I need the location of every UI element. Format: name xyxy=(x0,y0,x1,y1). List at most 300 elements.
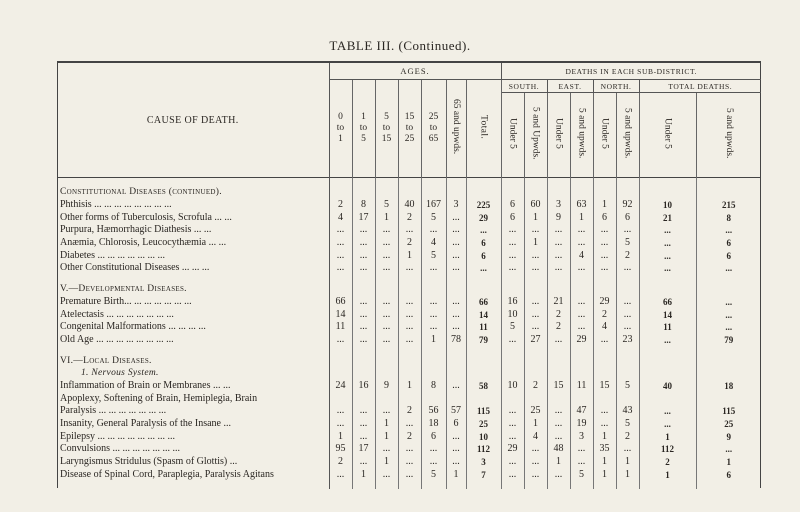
value-cell: ... xyxy=(593,405,616,418)
value-cell: ... xyxy=(352,405,375,418)
value-cell: 10 xyxy=(501,308,524,321)
value-cell: ... xyxy=(547,418,570,431)
value-cell: ... xyxy=(524,224,547,237)
value-cell: ... xyxy=(421,443,446,456)
value-cell xyxy=(375,392,398,405)
value-cell: 5 xyxy=(616,237,639,250)
value-cell: 2 xyxy=(398,430,421,443)
north-5up: 5 and upwds. xyxy=(616,93,639,178)
value-cell: 57 xyxy=(446,405,466,418)
value-cell: 2 xyxy=(639,456,696,469)
value-cell: 8 xyxy=(421,380,446,393)
value-cell: ... xyxy=(725,225,733,236)
value-cell xyxy=(329,392,352,405)
value-cell xyxy=(639,392,696,405)
value-cell: ... xyxy=(329,249,352,262)
value-cell: ... xyxy=(398,456,421,469)
value-cell: ... xyxy=(398,308,421,321)
value-cell: ... xyxy=(639,418,696,431)
value-cell: ... xyxy=(375,249,398,262)
value-cell: 47 xyxy=(570,405,593,418)
value-cell: ... xyxy=(593,249,616,262)
value-cell: 6 xyxy=(501,211,524,224)
total-5up: 5 and upwds. xyxy=(723,108,734,159)
value-cell: ... xyxy=(639,237,696,250)
value-cell: 40 xyxy=(398,199,421,212)
value-cell: 1 xyxy=(398,380,421,393)
value-cell: ... xyxy=(352,308,375,321)
deaths-header: DEATHS IN EACH SUB-DISTRICT. xyxy=(501,62,761,80)
age-col-15-25: 15 to 25 xyxy=(398,80,421,178)
value-cell: 21 xyxy=(547,296,570,309)
value-cell: 1 xyxy=(593,430,616,443)
table-row xyxy=(57,380,761,393)
value-cell: ... xyxy=(329,262,352,275)
value-cell: 1 xyxy=(446,468,466,481)
cause-cell: Epilepsy ... ... ... ... ... ... ... ... xyxy=(57,430,329,443)
value-cell: 29 xyxy=(501,443,524,456)
value-cell: ... xyxy=(501,468,524,481)
value-cell xyxy=(696,392,761,405)
value-cell: ... xyxy=(501,249,524,262)
value-cell: ... xyxy=(421,456,446,469)
value-cell: ... xyxy=(446,249,466,262)
age-col-25-65: 25 to 65 xyxy=(421,80,446,178)
value-cell: 1 xyxy=(639,468,696,481)
value-cell: ... xyxy=(725,322,733,333)
value-cell: ... xyxy=(352,249,375,262)
value-cell: ... xyxy=(446,321,466,334)
value-cell: ... xyxy=(466,224,501,237)
section-title: 1. Nervous System. xyxy=(57,367,329,380)
value-cell: 43 xyxy=(616,405,639,418)
subsection-heading xyxy=(57,367,761,380)
value-cell: ... xyxy=(570,262,593,275)
value-cell: ... xyxy=(446,443,466,456)
value-cell: 5 xyxy=(616,418,639,431)
value-cell: 16 xyxy=(501,296,524,309)
value-cell: 15 xyxy=(547,380,570,393)
value-cell: ... xyxy=(570,308,593,321)
cause-cell: Paralysis ... ... ... ... ... ... ... xyxy=(57,405,329,418)
value-cell: 10 xyxy=(639,199,696,212)
value-cell: ... xyxy=(421,308,446,321)
value-cell: 25 xyxy=(724,419,734,430)
value-cell: ... xyxy=(398,418,421,431)
value-cell: 35 xyxy=(593,443,616,456)
value-cell: 6 xyxy=(421,430,446,443)
value-cell: 1 xyxy=(593,199,616,212)
table-row xyxy=(57,468,761,481)
value-cell: ... xyxy=(524,456,547,469)
value-cell: 7 xyxy=(466,468,501,481)
value-cell: 19 xyxy=(570,418,593,431)
value-cell: 4 xyxy=(421,237,446,250)
table-row xyxy=(57,392,761,405)
value-cell: ... xyxy=(547,334,570,347)
value-cell: ... xyxy=(352,456,375,469)
value-cell: 1 xyxy=(375,418,398,431)
value-cell: ... xyxy=(570,224,593,237)
value-cell: ... xyxy=(501,405,524,418)
value-cell: 2 xyxy=(398,211,421,224)
table-row xyxy=(57,456,761,469)
value-cell: 112 xyxy=(639,443,696,456)
value-cell: 29 xyxy=(466,211,501,224)
value-cell: ... xyxy=(352,296,375,309)
value-cell: 2 xyxy=(329,456,352,469)
value-cell: ... xyxy=(375,321,398,334)
value-cell: 6 xyxy=(466,249,501,262)
value-cell: ... xyxy=(547,224,570,237)
value-cell: ... xyxy=(547,249,570,262)
north-under5: Under 5 xyxy=(593,93,616,178)
value-cell: 29 xyxy=(570,334,593,347)
value-cell: ... xyxy=(501,237,524,250)
value-cell: ... xyxy=(352,237,375,250)
value-cell: 10 xyxy=(501,380,524,393)
table-row xyxy=(57,224,761,237)
value-cell: 2 xyxy=(398,237,421,250)
value-cell: ... xyxy=(466,262,501,275)
value-cell: ... xyxy=(421,296,446,309)
table-row xyxy=(57,443,761,456)
value-cell: 4 xyxy=(329,211,352,224)
value-cell: ... xyxy=(329,468,352,481)
value-cell: 48 xyxy=(547,443,570,456)
section-heading xyxy=(57,186,761,199)
value-cell: 1 xyxy=(524,211,547,224)
value-cell: 63 xyxy=(570,199,593,212)
value-cell: 17 xyxy=(352,443,375,456)
value-cell: 25 xyxy=(524,405,547,418)
cause-cell: Purpura, Hæmorrhagic Diathesis ... ... xyxy=(57,224,329,237)
age-col-65-up: 65 and upwds. xyxy=(446,80,466,178)
value-cell: ... xyxy=(725,309,733,320)
value-cell: ... xyxy=(446,237,466,250)
value-cell: 9 xyxy=(547,211,570,224)
value-cell: ... xyxy=(501,456,524,469)
value-cell: ... xyxy=(616,308,639,321)
value-cell: ... xyxy=(616,443,639,456)
ages-header: AGES. xyxy=(329,62,501,80)
value-cell: ... xyxy=(570,443,593,456)
value-cell: 29 xyxy=(593,296,616,309)
value-cell: 3 xyxy=(446,199,466,212)
value-cell: 1 xyxy=(375,211,398,224)
value-cell: 11 xyxy=(639,321,696,334)
value-cell: ... xyxy=(547,262,570,275)
value-cell: 115 xyxy=(722,406,736,417)
value-cell: ... xyxy=(446,262,466,275)
value-cell: 3 xyxy=(547,199,570,212)
cause-cell: Other Constitutional Diseases ... ... ... xyxy=(57,262,329,275)
value-cell: 2 xyxy=(329,199,352,212)
cause-cell: Diabetes ... ... ... ... ... ... ... xyxy=(57,249,329,262)
value-cell: 1 xyxy=(570,211,593,224)
value-cell: ... xyxy=(446,224,466,237)
value-cell: 1 xyxy=(593,468,616,481)
value-cell: 11 xyxy=(570,380,593,393)
table-title: TABLE III. (Continued). xyxy=(329,38,471,53)
spacer-row xyxy=(57,178,761,187)
value-cell: ... xyxy=(639,262,696,275)
total-deaths-header: TOTAL DEATHS. xyxy=(639,80,761,93)
value-cell: 1 xyxy=(639,430,696,443)
value-cell: ... xyxy=(524,262,547,275)
value-cell: 79 xyxy=(466,334,501,347)
value-cell: 24 xyxy=(329,380,352,393)
value-cell: ... xyxy=(375,262,398,275)
value-cell: ... xyxy=(421,321,446,334)
value-cell: ... xyxy=(547,405,570,418)
value-cell: 1 xyxy=(616,456,639,469)
value-cell: 2 xyxy=(524,380,547,393)
cause-cell: Congenital Malformations ... ... ... ... xyxy=(57,321,329,334)
total-under5: Under 5 xyxy=(639,93,696,178)
value-cell: 95 xyxy=(329,443,352,456)
value-cell: 2 xyxy=(547,321,570,334)
value-cell xyxy=(547,392,570,405)
value-cell: 3 xyxy=(466,456,501,469)
value-cell: 1 xyxy=(593,456,616,469)
value-cell: 56 xyxy=(421,405,446,418)
value-cell: 5 xyxy=(375,199,398,212)
value-cell: ... xyxy=(398,224,421,237)
value-cell: 6 xyxy=(593,211,616,224)
value-cell: 1 xyxy=(421,334,446,347)
value-cell: 23 xyxy=(616,334,639,347)
value-cell: 79 xyxy=(724,334,734,345)
value-cell: ... xyxy=(524,468,547,481)
value-cell: 14 xyxy=(639,308,696,321)
value-cell: ... xyxy=(616,296,639,309)
section-title: VI.—Local Diseases. xyxy=(57,354,329,367)
value-cell: 5 xyxy=(421,249,446,262)
cause-header: CAUSE OF DEATH. xyxy=(57,62,329,178)
value-cell: 2 xyxy=(616,249,639,262)
value-cell: 8 xyxy=(726,212,732,223)
value-cell: ... xyxy=(501,430,524,443)
value-cell: 78 xyxy=(446,334,466,347)
value-cell: 11 xyxy=(329,321,352,334)
value-cell: ... xyxy=(616,262,639,275)
value-cell: ... xyxy=(570,456,593,469)
east-under5: Under 5 xyxy=(547,93,570,178)
value-cell: ... xyxy=(446,308,466,321)
value-cell: ... xyxy=(375,237,398,250)
value-cell: ... xyxy=(329,237,352,250)
table-row xyxy=(57,249,761,262)
value-cell: 8 xyxy=(352,199,375,212)
cause-cell: Laryngismus Stridulus (Spasm of Glottis) ... xyxy=(57,456,329,469)
value-cell: 58 xyxy=(466,380,501,393)
value-cell: 167 xyxy=(421,199,446,212)
value-cell: ... xyxy=(639,334,696,347)
value-cell: 112 xyxy=(466,443,501,456)
east-5up: 5 and upwds. xyxy=(570,93,593,178)
table-row xyxy=(57,237,761,250)
value-cell: ... xyxy=(593,262,616,275)
value-cell: ... xyxy=(375,405,398,418)
spacer-row xyxy=(57,481,761,489)
value-cell: 1 xyxy=(329,430,352,443)
value-cell: ... xyxy=(375,296,398,309)
table-row xyxy=(57,211,761,224)
value-cell: ... xyxy=(375,443,398,456)
value-cell: ... xyxy=(352,321,375,334)
section-heading xyxy=(57,283,761,296)
cause-cell: Convulsions ... ... ... ... ... ... ... xyxy=(57,443,329,456)
table-body xyxy=(57,178,761,490)
value-cell: ... xyxy=(352,262,375,275)
cause-cell: Atelectasis ... ... ... ... ... ... ... xyxy=(57,308,329,321)
value-cell: 6 xyxy=(726,250,732,261)
age-col-1-5: 1 to 5 xyxy=(352,80,375,178)
value-cell xyxy=(616,392,639,405)
value-cell xyxy=(524,392,547,405)
value-cell: ... xyxy=(421,262,446,275)
table-row xyxy=(57,418,761,431)
value-cell: ... xyxy=(725,263,733,274)
value-cell: ... xyxy=(593,418,616,431)
table-row xyxy=(57,321,761,334)
value-cell: ... xyxy=(398,321,421,334)
value-cell: 14 xyxy=(466,308,501,321)
table-row xyxy=(57,296,761,309)
value-cell: ... xyxy=(593,224,616,237)
value-cell: 5 xyxy=(421,468,446,481)
value-cell: 6 xyxy=(446,418,466,431)
value-cell: 5 xyxy=(421,211,446,224)
value-cell: ... xyxy=(446,380,466,393)
cause-cell: Anæmia, Chlorosis, Leucocythæmia ... ... xyxy=(57,237,329,250)
cause-cell: Disease of Spinal Cord, Paraplegia, Paralysis Agitans xyxy=(57,468,329,481)
value-cell: 1 xyxy=(616,468,639,481)
value-cell: 10 xyxy=(466,430,501,443)
section-title: Constitutional Diseases (continued). xyxy=(57,186,329,199)
value-cell: 1 xyxy=(398,249,421,262)
value-cell: 1 xyxy=(524,237,547,250)
value-cell: 6 xyxy=(616,211,639,224)
total-col: Total. xyxy=(466,80,501,178)
value-cell: 2 xyxy=(547,308,570,321)
value-cell: 9 xyxy=(375,380,398,393)
value-cell: ... xyxy=(501,262,524,275)
table-row xyxy=(57,405,761,418)
value-cell: ... xyxy=(398,443,421,456)
table-row xyxy=(57,334,761,347)
value-cell: ... xyxy=(446,456,466,469)
value-cell: 27 xyxy=(524,334,547,347)
value-cell xyxy=(446,392,466,405)
value-cell: 14 xyxy=(329,308,352,321)
value-cell: 15 xyxy=(593,380,616,393)
cause-cell: Old Age ... ... ... ... ... ... ... ... xyxy=(57,334,329,347)
value-cell: ... xyxy=(352,334,375,347)
cause-cell: Inflammation of Brain or Membranes ... ... xyxy=(57,380,329,393)
value-cell: 225 xyxy=(466,199,501,212)
value-cell: ... xyxy=(398,262,421,275)
value-cell: 25 xyxy=(466,418,501,431)
value-cell: 6 xyxy=(726,238,732,249)
value-cell: ... xyxy=(375,468,398,481)
value-cell: 5 xyxy=(616,380,639,393)
value-cell: ... xyxy=(639,405,696,418)
value-cell: 21 xyxy=(639,211,696,224)
value-cell: 6 xyxy=(726,469,732,480)
value-cell: 2 xyxy=(593,308,616,321)
value-cell: ... xyxy=(329,405,352,418)
value-cell: ... xyxy=(547,468,570,481)
value-cell: 66 xyxy=(466,296,501,309)
north-header: NORTH. xyxy=(593,80,639,93)
age-col-0-1: 0 to 1 xyxy=(329,80,352,178)
value-cell: ... xyxy=(570,321,593,334)
value-cell: 66 xyxy=(329,296,352,309)
value-cell: ... xyxy=(375,334,398,347)
south-5up: 5 and Upwds. xyxy=(524,93,547,178)
south-header: SOUTH. xyxy=(501,80,547,93)
value-cell: ... xyxy=(398,296,421,309)
value-cell: 215 xyxy=(722,200,736,211)
value-cell: 18 xyxy=(421,418,446,431)
mortality-table xyxy=(57,61,761,489)
value-cell: 1 xyxy=(375,430,398,443)
value-cell: 1 xyxy=(726,457,732,468)
value-cell xyxy=(501,392,524,405)
table-row xyxy=(57,430,761,443)
value-cell xyxy=(593,392,616,405)
value-cell: 4 xyxy=(570,249,593,262)
value-cell: ... xyxy=(446,211,466,224)
value-cell: ... xyxy=(725,444,733,455)
value-cell: ... xyxy=(547,237,570,250)
cause-cell: Phthisis ... ... ... ... ... ... ... ... xyxy=(57,199,329,212)
age-col-5-15: 5 to 15 xyxy=(375,80,398,178)
value-cell: ... xyxy=(524,296,547,309)
value-cell: 115 xyxy=(466,405,501,418)
value-cell: ... xyxy=(329,224,352,237)
table-header xyxy=(57,62,761,178)
value-cell xyxy=(421,392,446,405)
value-cell: ... xyxy=(725,296,733,307)
value-cell: 4 xyxy=(524,430,547,443)
value-cell: 1 xyxy=(375,456,398,469)
value-cell: ... xyxy=(501,334,524,347)
value-cell: ... xyxy=(570,237,593,250)
value-cell: 9 xyxy=(726,431,732,442)
spacer-row xyxy=(57,275,761,283)
value-cell: ... xyxy=(501,418,524,431)
value-cell: 66 xyxy=(639,296,696,309)
value-cell: ... xyxy=(329,418,352,431)
value-cell: ... xyxy=(639,224,696,237)
value-cell: 40 xyxy=(639,380,696,393)
value-cell: ... xyxy=(616,321,639,334)
value-cell: 4 xyxy=(593,321,616,334)
cause-cell: Premature Birth... ... ... ... ... ... ... xyxy=(57,296,329,309)
value-cell: 5 xyxy=(501,321,524,334)
cause-cell: Insanity, General Paralysis of the Insane ... xyxy=(57,418,329,431)
value-cell: 11 xyxy=(466,321,501,334)
cause-cell: Apoplexy, Softening of Brain, Hemiplegia, Brain xyxy=(57,392,329,405)
value-cell xyxy=(352,392,375,405)
value-cell: 1 xyxy=(547,456,570,469)
value-cell: 2 xyxy=(398,405,421,418)
value-cell: ... xyxy=(446,430,466,443)
value-cell: 5 xyxy=(570,468,593,481)
